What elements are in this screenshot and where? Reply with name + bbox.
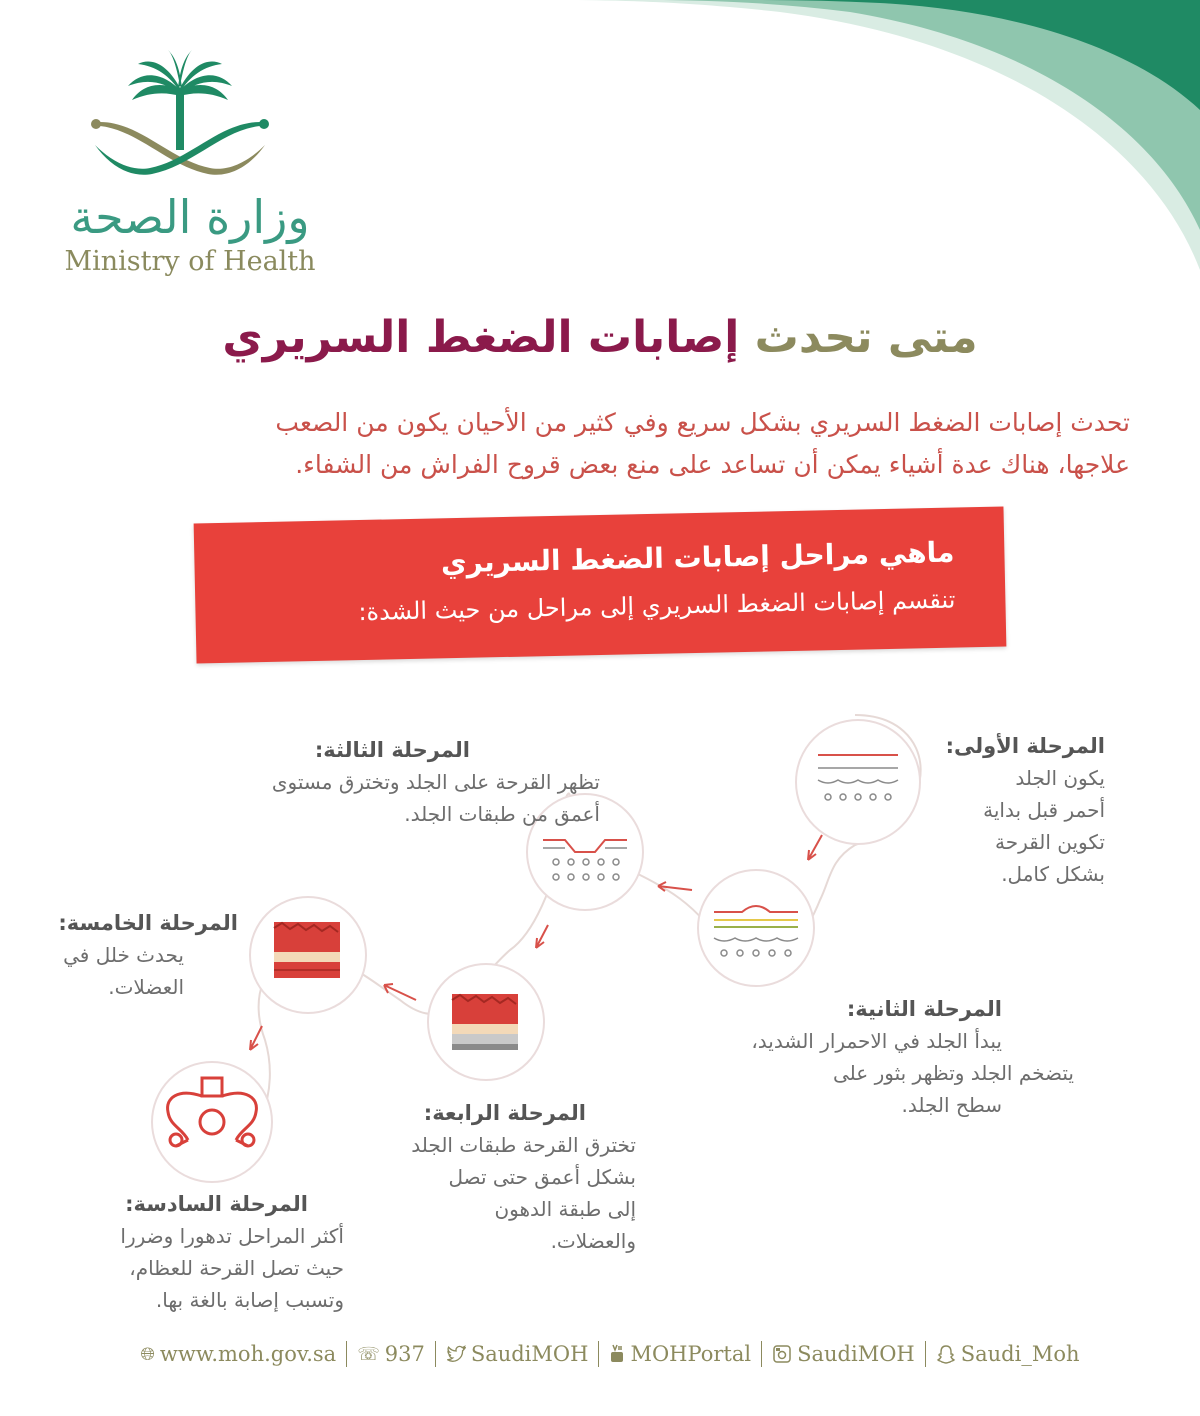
stage-2-text: [720, 993, 1074, 1121]
stage-1-line-2: أحمر قبل بداية: [983, 798, 1105, 822]
title-part-1: متى تحدث: [754, 312, 978, 363]
footer-website[interactable]: [131, 1342, 347, 1366]
stage-2-line-1: يبدأ الجلد في الاحمرار الشديد،: [751, 1029, 1002, 1053]
footer-twitter-text: SaudiMOH: [470, 1342, 589, 1366]
stage-4-illustration: [428, 964, 544, 1080]
footer-instagram-text: SaudiMOH: [797, 1342, 915, 1366]
footer-twitter[interactable]: [436, 1342, 599, 1366]
palm-swords-emblem-icon: [80, 50, 280, 180]
stage-2-title: المرحلة الثانية:: [846, 997, 1002, 1021]
stage-5-line-1: يحدث خلل في: [63, 943, 184, 967]
title-part-2: إصابات الضغط السريري: [222, 312, 740, 363]
logo-english-name: Ministry of Health: [64, 246, 316, 277]
stage-3-line-2: أعمق من طبقات الجلد.: [404, 802, 600, 826]
stage-1-text: [870, 730, 1105, 890]
footer-youtube[interactable]: [599, 1342, 761, 1366]
footer-snapchat[interactable]: [926, 1342, 1090, 1366]
stage-4-line-3: إلى طبقة الدهون: [494, 1197, 636, 1221]
stage-4-line-4: والعضلات.: [550, 1229, 636, 1253]
stage-5-text: [20, 907, 238, 1003]
stage-6-line-3: وتسبب إصابة بالغة بها.: [155, 1288, 344, 1312]
footer-phone-text: 937: [384, 1342, 425, 1366]
page-title: [0, 312, 1200, 363]
stage-5-title: المرحلة الخامسة:: [58, 911, 238, 935]
stage-2-illustration: [698, 870, 814, 986]
footer-instagram[interactable]: [762, 1342, 925, 1366]
footer-website-text: www.moh.gov.sa: [159, 1342, 337, 1366]
phone-icon: ☏: [357, 1343, 380, 1365]
stage-3-title: المرحلة الثالثة:: [314, 738, 470, 762]
logo-arabic-name: وزارة الصحة: [70, 190, 310, 244]
globe-icon: 🌐︎: [140, 1343, 155, 1365]
stage-2-line-2: يتضخم الجلد وتظهر بثور على: [833, 1061, 1074, 1085]
stage-5-illustration: [250, 897, 366, 1013]
stage-6-text: [40, 1188, 344, 1316]
instagram-icon: [772, 1344, 792, 1364]
snapchat-icon: [936, 1344, 956, 1364]
stage-1-line-1: يكون الجلد: [1015, 766, 1105, 790]
stage-4-text: [340, 1097, 636, 1257]
footer-phone[interactable]: [347, 1342, 435, 1366]
banner-question: ماهي مراحل إصابات الضغط السريري: [440, 535, 955, 580]
banner-subtitle: تنقسم إصابات الضغط السريري إلى مراحل من حيث الشدة:: [358, 585, 956, 627]
stage-1-title: المرحلة الأولى:: [945, 734, 1105, 758]
youtube-icon: [609, 1344, 625, 1364]
stage-5-line-2: العضلات.: [108, 975, 184, 999]
stage-6-line-2: حيث تصل القرحة للعظام،: [129, 1256, 344, 1280]
stage-6-title: المرحلة السادسة:: [125, 1192, 308, 1216]
stages-banner: [194, 507, 1007, 664]
stage-6-illustration: [152, 1062, 272, 1182]
stage-3-line-1: تظهر القرحة على الجلد وتخترق مستوى: [271, 770, 600, 794]
moh-logo: [40, 50, 320, 290]
intro-line-1: تحدث إصابات الضغط السريري بشكل سريع وفي كثير من الأحيان يكون من الصعب: [275, 408, 1130, 437]
stage-3-text: [160, 734, 600, 830]
stage-4-line-2: بشكل أعمق حتى تصل: [448, 1165, 636, 1189]
footer-youtube-text: MOHPortal: [630, 1342, 752, 1366]
stage-2-line-3: سطح الجلد.: [901, 1093, 1002, 1117]
stage-1-line-4: بشكل كامل.: [1001, 862, 1105, 886]
stage-6-line-1: أكثر المراحل تدهورا وضررا: [120, 1224, 344, 1248]
intro-paragraph: [70, 402, 1130, 486]
footer-snapchat-text: Saudi_Moh: [960, 1342, 1080, 1366]
stage-1-line-3: تكوين القرحة: [995, 830, 1105, 854]
stage-4-line-1: تخترق القرحة طبقات الجلد: [411, 1133, 636, 1157]
footer-contacts: [130, 1334, 1090, 1374]
stage-4-title: المرحلة الرابعة:: [423, 1101, 586, 1125]
intro-line-2: علاجها، هناك عدة أشياء يمكن أن تساعد على منع بعض قروح الفراش من الشفاء.: [295, 450, 1130, 479]
twitter-icon: [446, 1345, 466, 1363]
